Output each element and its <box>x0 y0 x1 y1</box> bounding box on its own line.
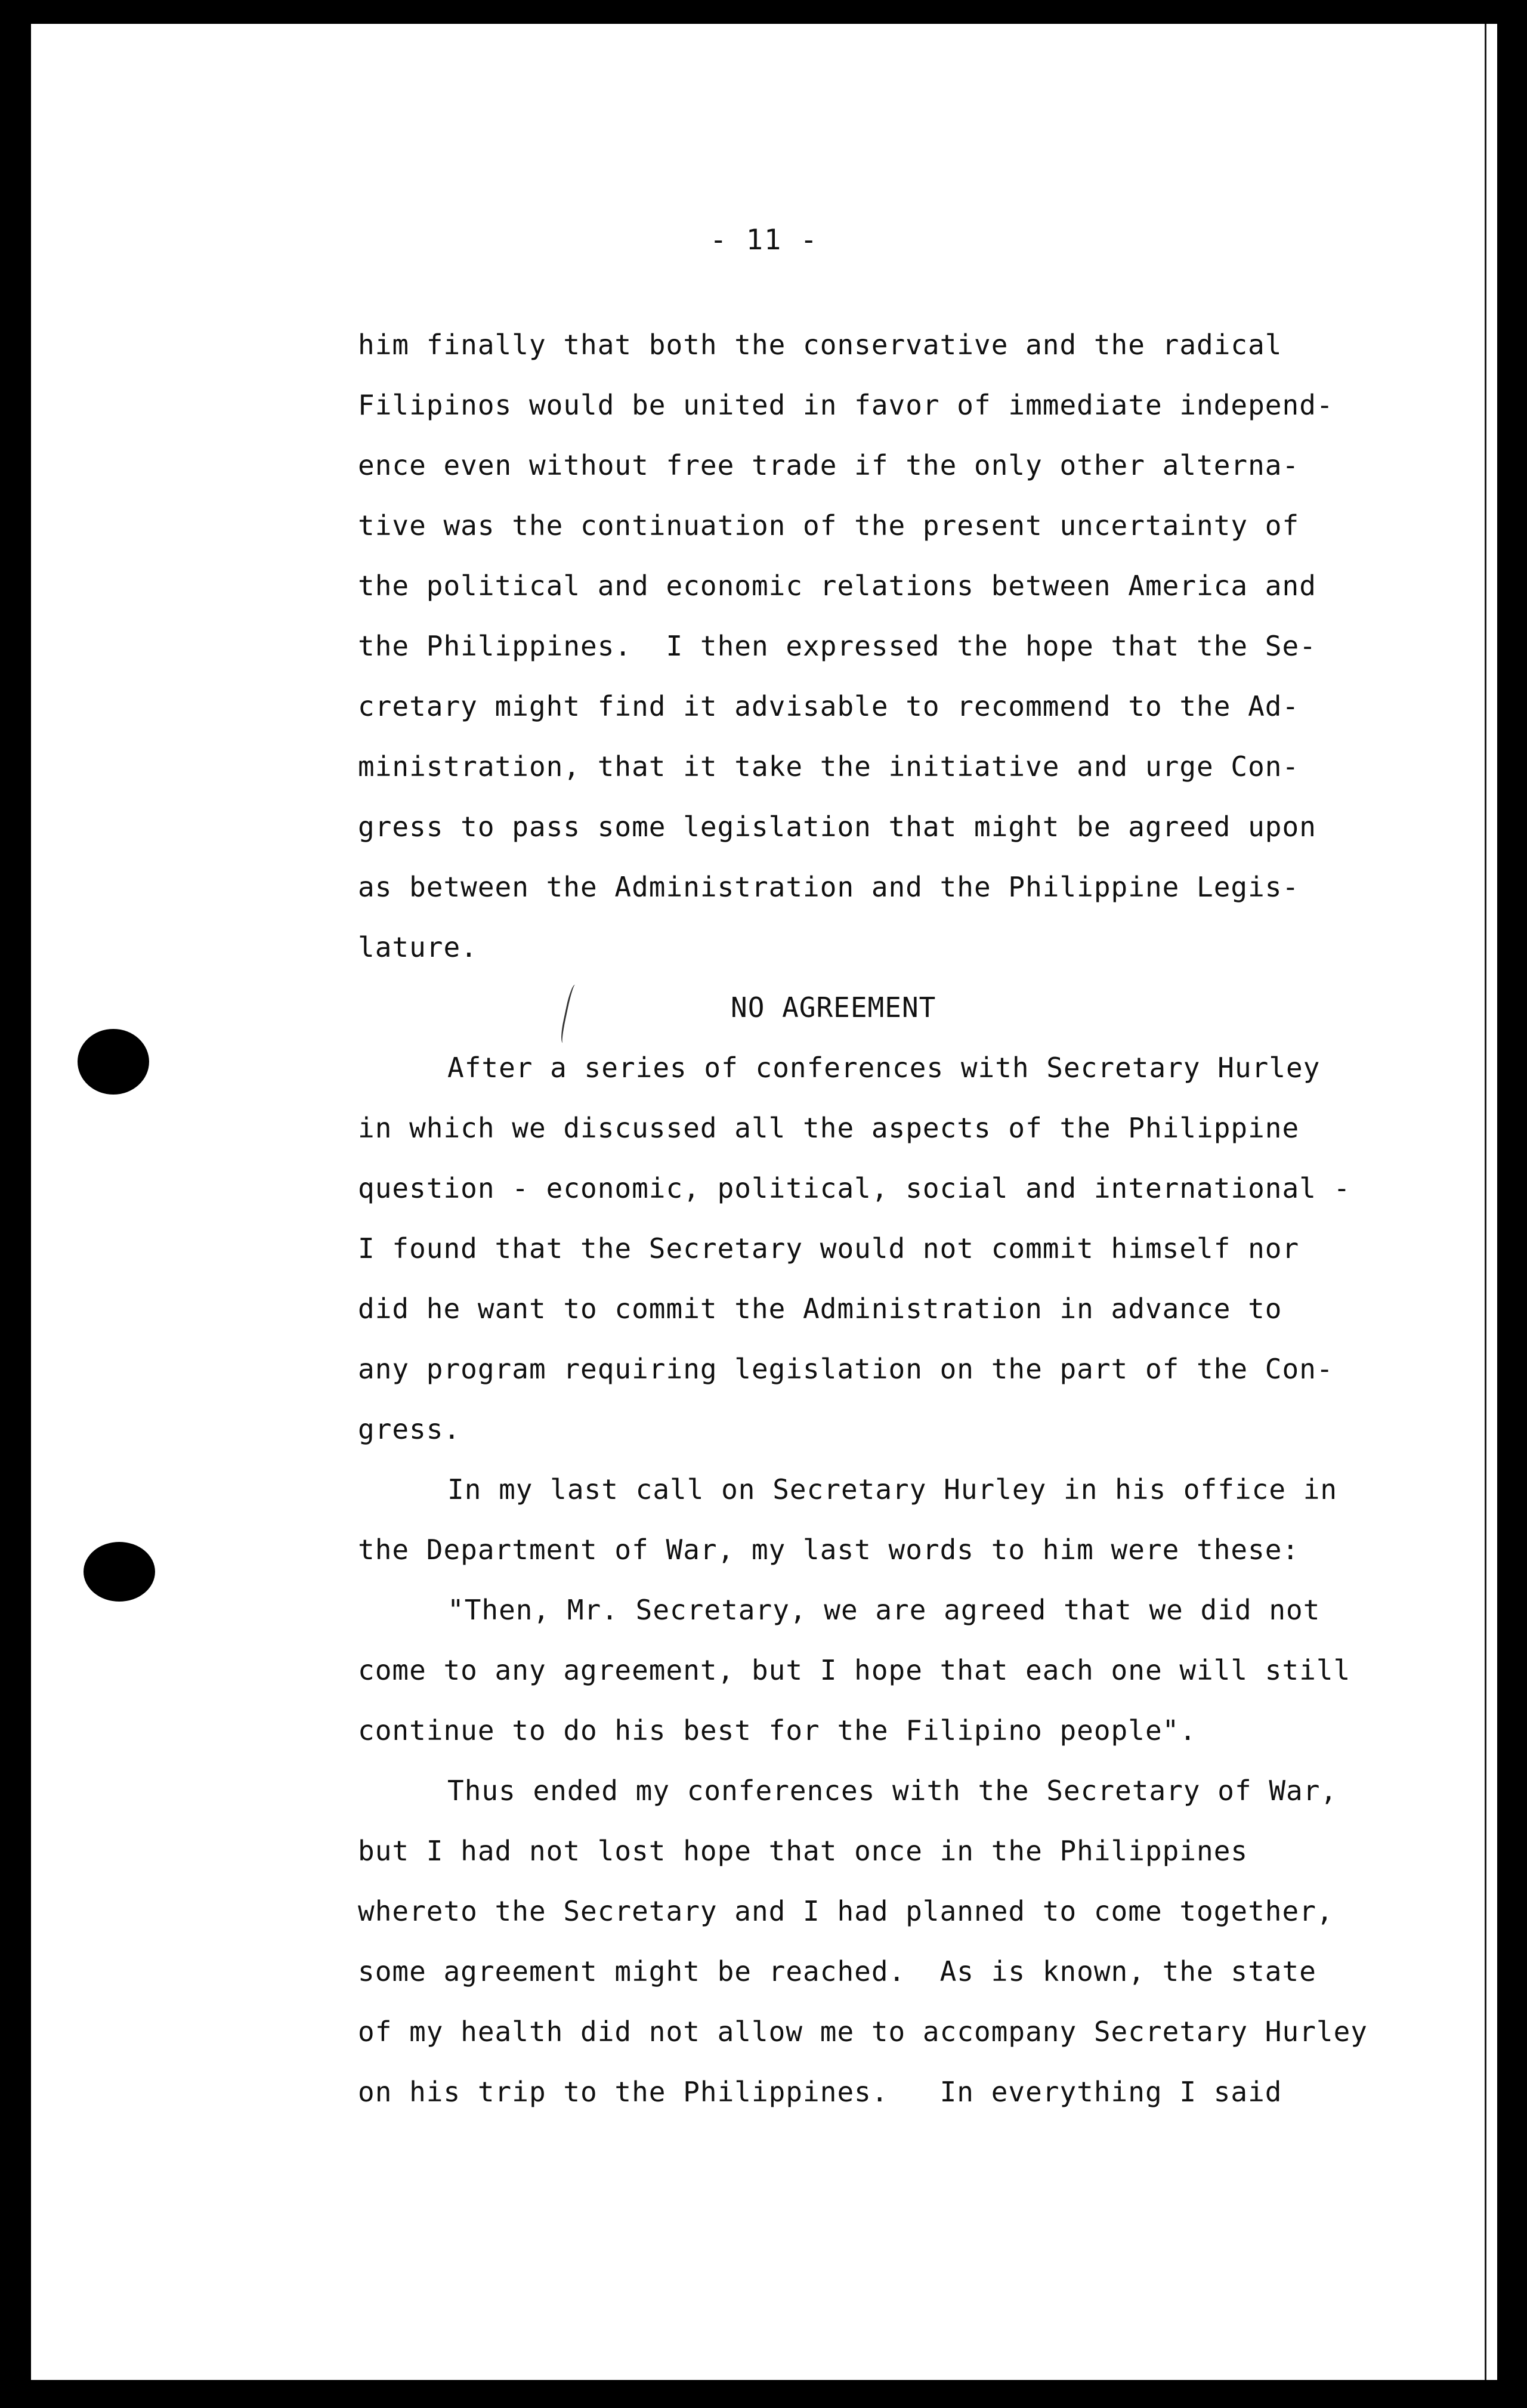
text-line: Thus ended my conferences with the Secretary of War, <box>447 1775 1338 1807</box>
text-line: ministration, that it take the initiative and urge Con- <box>358 750 1300 783</box>
document-page <box>31 24 1497 2380</box>
text-line: lature. <box>358 931 478 963</box>
text-line: Filipinos would be united in favor of immediate independ- <box>358 389 1334 421</box>
text-line: any program requiring legislation on the part of the Con- <box>358 1353 1334 1385</box>
document-body <box>358 315 1368 2122</box>
text-line: gress to pass some legislation that might be agreed upon <box>358 811 1316 843</box>
text-line: the Philippines. I then expressed the hope that the Se- <box>358 630 1316 662</box>
text-line: on his trip to the Philippines. In everything I said <box>358 2076 1282 2108</box>
section-heading: NO AGREEMENT <box>731 991 936 1024</box>
text-line: the Department of War, my last words to him were these: <box>358 1534 1300 1566</box>
text-line: cretary might find it advisable to recommend to the Ad- <box>358 690 1300 722</box>
punch-hole-top <box>78 1029 149 1095</box>
text-line: ence even without free trade if the only other alterna- <box>358 449 1300 481</box>
text-line: continue to do his best for the Filipino people". <box>358 1714 1197 1747</box>
text-line: the political and economic relations between America and <box>358 570 1316 602</box>
text-line: in which we discussed all the aspects of the Philippine <box>358 1112 1300 1144</box>
page-edge <box>1485 24 1486 2380</box>
text-line: "Then, Mr. Secretary, we are agreed that we did not <box>447 1594 1321 1626</box>
text-line: I found that the Secretary would not commit himself nor <box>358 1232 1300 1265</box>
text-line: In my last call on Secretary Hurley in his office in <box>447 1473 1338 1506</box>
text-line: but I had not lost hope that once in the Philippines <box>358 1835 1248 1867</box>
text-line: question - economic, political, social and international - <box>358 1172 1351 1204</box>
text-line: gress. <box>358 1413 461 1445</box>
page-number: - 11 - <box>710 224 818 256</box>
text-line: of my health did not allow me to accompany Secretary Hurley <box>358 2016 1368 2048</box>
text-line: as between the Administration and the Philippine Legis- <box>358 871 1300 903</box>
text-line: some agreement might be reached. As is known, the state <box>358 1955 1316 1987</box>
text-line: him finally that both the conservative and the radical <box>358 329 1282 361</box>
text-line: come to any agreement, but I hope that each one will still <box>358 1654 1351 1686</box>
text-line: After a series of conferences with Secretary Hurley <box>447 1052 1321 1084</box>
text-line: did he want to commit the Administration in advance to <box>358 1293 1282 1325</box>
punch-hole-bottom <box>84 1542 155 1602</box>
text-line: whereto the Secretary and I had planned to come together, <box>358 1895 1334 1927</box>
text-line: tive was the continuation of the present uncertainty of <box>358 509 1300 542</box>
